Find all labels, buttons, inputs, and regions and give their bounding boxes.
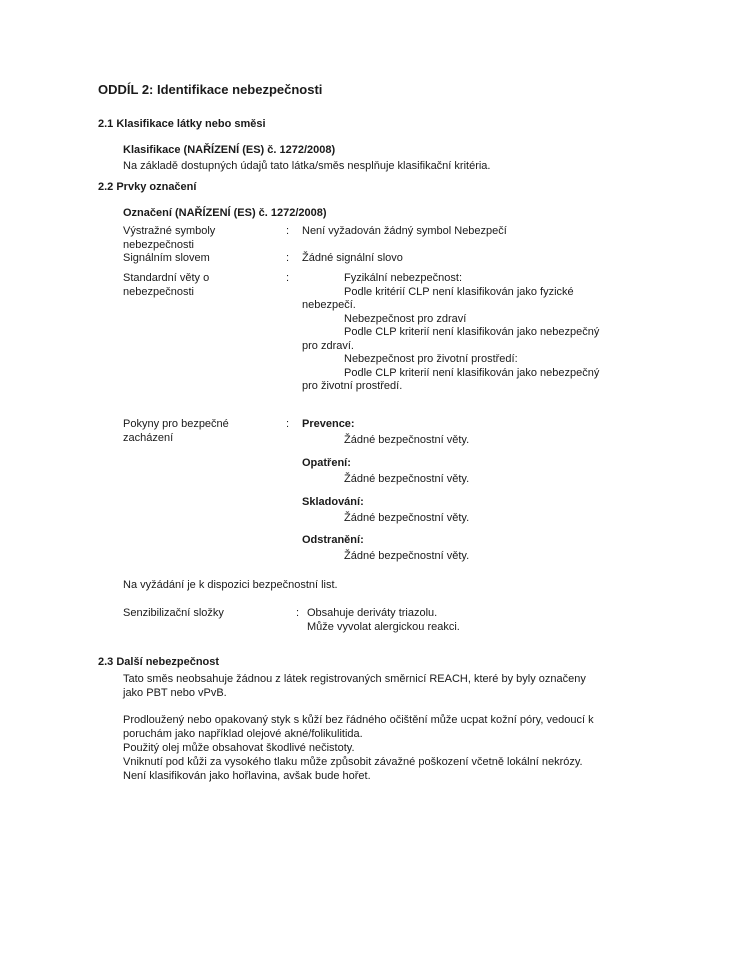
environment-hazard-title: Nebezpečnost pro životní prostředí:: [344, 353, 518, 365]
colon: :: [296, 607, 300, 619]
colon: :: [286, 272, 290, 284]
pbt-line-1: Tato směs neobsahuje žádnou z látek registrovaných směrnicí REACH, které by byly označeny: [123, 673, 586, 685]
heading-2-2: 2.2 Prvky označení: [98, 181, 197, 193]
environment-hazard-line: Podle CLP kriterií není klasifikován jako nebezpečný: [344, 366, 600, 379]
subheading-classification: Klasifikace (NAŘÍZENÍ (ES) č. 1272/2008): [123, 144, 336, 156]
prevention-text: Žádné bezpečnostní věty.: [344, 434, 470, 446]
response-text: Žádné bezpečnostní věty.: [344, 473, 470, 485]
prevention-title: Prevence:: [302, 418, 355, 430]
classification-text: Na základě dostupných údajů tato látka/směs nesplňuje klasifikační kritéria.: [123, 160, 491, 172]
storage-text: Žádné bezpečnostní věty.: [344, 512, 470, 524]
heading-2-3: 2.3 Další nebezpečnost: [98, 656, 220, 668]
storage-title: Skladování:: [302, 496, 364, 508]
hazard-line-4: Vniknutí pod kůži za vysokého tlaku může způsobit závažné poškození včetně lokální nekrózy.: [123, 756, 583, 768]
hazard-statements-value: Fyzikální nebezpečnost: Podle kritérií CLP není klasifikován jako fyzické nebezpečí. Nebezpečnost pro zdraví Podle CLP kriterií není klasifikován jako nebezpečný pro zdraví. Nebezpečnost pro životní prostředí: Podle CLP kriterií není klasifikován jako nebezpečný pro životní prostředí.: [302, 272, 642, 394]
health-hazard-line: Podle CLP kriterií není klasifikován jako nebezpečný: [344, 326, 600, 338]
hazard-line-2: poruchám jako například olejové akné/folikulitida.: [123, 728, 363, 740]
response-title: Opatření:: [302, 457, 351, 469]
colon: :: [286, 418, 290, 430]
symbols-label: Výstražné symboly nebezpečnosti: [123, 225, 216, 251]
physical-hazard-line: Podle kritérií CLP není klasifikován jako fyzické: [344, 285, 574, 298]
sensitizer-line-1: Obsahuje deriváty triazolu.: [307, 607, 438, 619]
hazard-statements-label: Standardní věty o nebezpečnosti: [123, 272, 210, 298]
subheading-labelling: Označení (NAŘÍZENÍ (ES) č. 1272/2008): [123, 207, 327, 219]
sensitizer-line-2: Může vyvolat alergickou reakci.: [307, 621, 460, 633]
sds-note: Na vyžádání je k dispozici bezpečnostní list.: [123, 579, 338, 591]
health-hazard-title: Nebezpečnost pro zdraví: [344, 312, 467, 325]
hazard-line-1: Prodloužený nebo opakovaný styk s kůží bez řádného očištění může ucpat kožní póry, vedoucí k: [123, 714, 594, 726]
heading-2-1: 2.1 Klasifikace látky nebo směsi: [98, 118, 266, 130]
signal-word-label: Signálním slovem: [123, 252, 210, 264]
disposal-text: Žádné bezpečnostní věty.: [344, 550, 470, 562]
sensitizer-label: Senzibilizační složky: [123, 607, 224, 619]
precautionary-label: Pokyny pro bezpečné zacházení: [123, 418, 229, 444]
hazard-line-5: Není klasifikován jako hořlavina, avšak bude hořet.: [123, 770, 371, 782]
disposal-title: Odstranění:: [302, 534, 364, 546]
pbt-line-2: jako PBT nebo vPvB.: [123, 687, 227, 699]
section-title: ODDÍL 2: Identifikace nebezpečnosti: [98, 82, 323, 97]
hazard-line-3: Použitý olej může obsahovat škodlivé nečistoty.: [123, 742, 355, 754]
colon: :: [286, 252, 290, 264]
physical-hazard-title: Fyzikální nebezpečnost:: [344, 272, 463, 284]
signal-word-value: Žádné signální slovo: [302, 252, 403, 264]
symbols-value: Není vyžadován žádný symbol Nebezpečí: [302, 225, 507, 237]
colon: :: [286, 225, 290, 237]
